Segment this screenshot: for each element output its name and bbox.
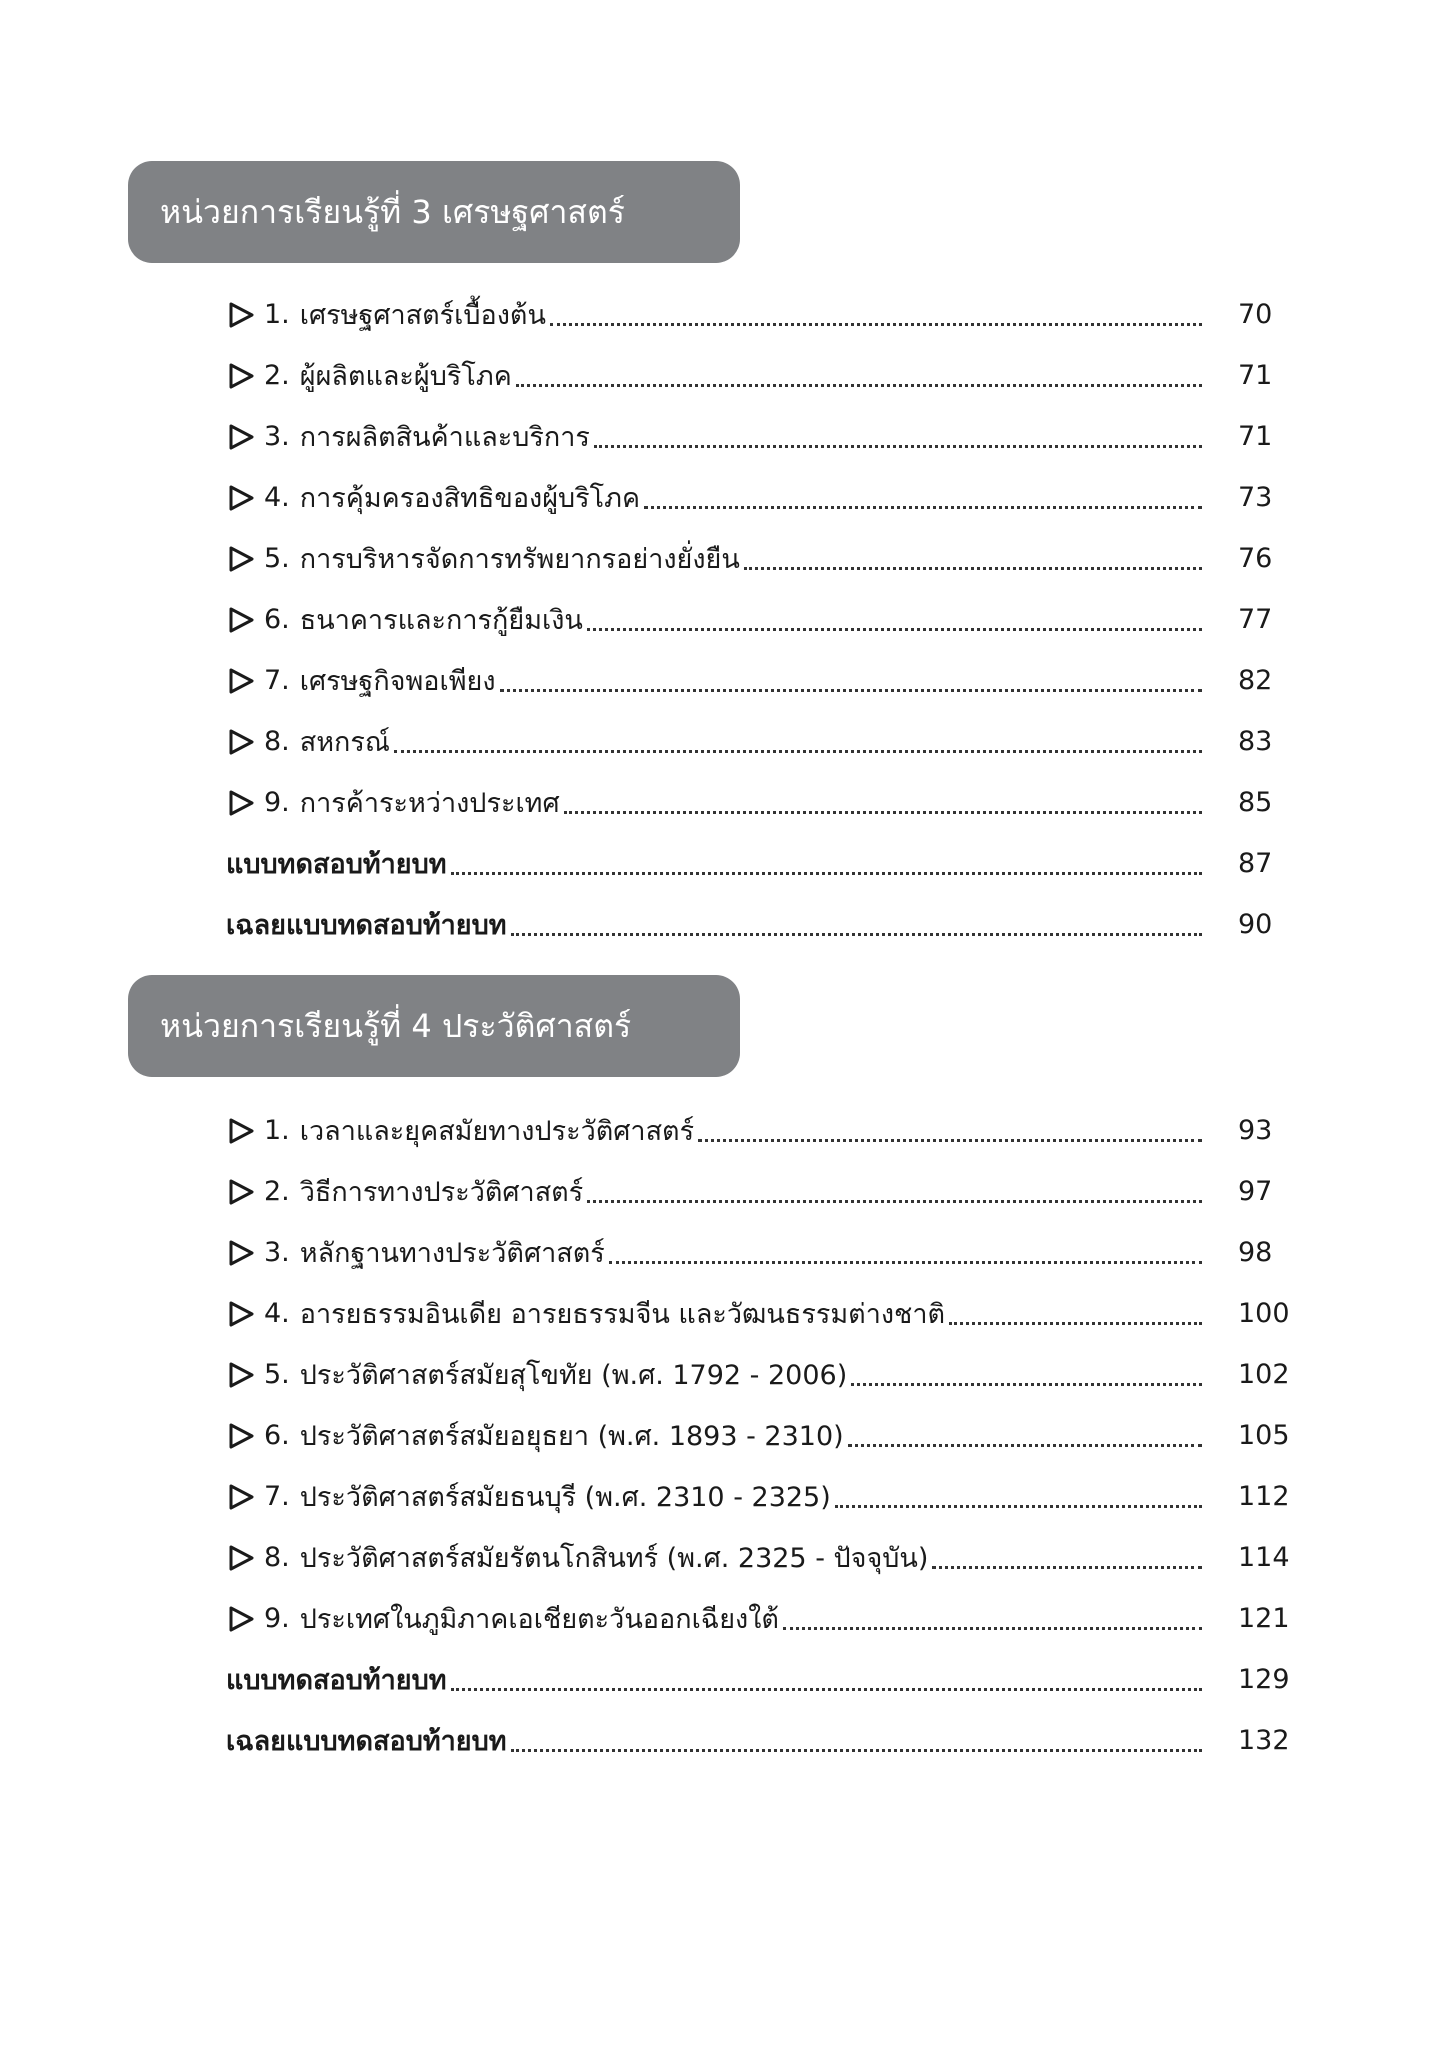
toc-item-number: 4. — [264, 1298, 290, 1329]
toc-item-page: 114 — [1238, 1542, 1290, 1573]
play-triangle-outline-icon — [226, 300, 256, 330]
toc-item-label: ผู้ผลิตและผู้บริโภค — [299, 361, 512, 392]
toc-item[interactable] — [226, 1161, 1326, 1222]
toc-item-number: 7. — [264, 665, 290, 696]
toc-item-label: ประวัติศาสตร์สมัยสุโขทัย (พ.ศ. 1792 - 2006) — [299, 1360, 848, 1391]
dot-leader — [744, 567, 1202, 570]
toc-item-number: 5. — [264, 1359, 290, 1390]
toc-item[interactable] — [226, 589, 1326, 650]
play-triangle-outline-icon — [226, 483, 256, 513]
dot-leader — [587, 1200, 1202, 1203]
unit-3-header: หน่วยการเรียนรู้ที่ 3 เศรษฐศาสตร์ — [128, 161, 740, 263]
toc-item-label: การบริหารจัดการทรัพยากรอย่างยั่งยืน — [299, 544, 740, 575]
toc-item-page: 90 — [1238, 909, 1273, 940]
toc-item[interactable] — [226, 1222, 1326, 1283]
toc-item-number: 1. — [264, 1115, 290, 1146]
toc-item-number: 7. — [264, 1481, 290, 1512]
toc-item-page: 77 — [1238, 604, 1273, 635]
toc-item-number: 9. — [264, 787, 290, 818]
toc-item-page: 100 — [1238, 1298, 1290, 1329]
toc-item[interactable] — [226, 467, 1326, 528]
toc-extra-item[interactable] — [226, 894, 1326, 955]
unit-4-toc — [226, 1100, 1326, 1771]
toc-item-page: 102 — [1238, 1359, 1290, 1390]
toc-extra-item[interactable] — [226, 1710, 1326, 1771]
toc-item-label: การค้าระหว่างประเทศ — [299, 788, 560, 819]
toc-item-page: 129 — [1238, 1664, 1290, 1695]
toc-item-page: 121 — [1238, 1603, 1290, 1634]
toc-item-page: 83 — [1238, 726, 1273, 757]
dot-leader — [594, 445, 1202, 448]
play-triangle-outline-icon — [226, 544, 256, 574]
play-triangle-outline-icon — [226, 1421, 256, 1451]
toc-item-label: ประวัติศาสตร์สมัยธนบุรี (พ.ศ. 2310 - 2325) — [299, 1482, 831, 1513]
toc-item-page: 85 — [1238, 787, 1273, 818]
toc-item-number: 6. — [264, 1420, 290, 1451]
toc-item-page: 87 — [1238, 848, 1273, 879]
toc-extra-item[interactable] — [226, 1649, 1326, 1710]
toc-item[interactable] — [226, 711, 1326, 772]
toc-item-number: 6. — [264, 604, 290, 635]
dot-leader — [564, 811, 1202, 814]
toc-item-label: เศรษฐกิจพอเพียง — [299, 666, 496, 697]
toc-extra-label: แบบทดสอบท้ายบท — [226, 1665, 447, 1696]
dot-leader — [587, 628, 1202, 631]
play-triangle-outline-icon — [226, 1116, 256, 1146]
unit-3-toc — [226, 284, 1326, 955]
toc-extra-label: แบบทดสอบท้ายบท — [226, 849, 447, 880]
dot-leader — [848, 1444, 1202, 1447]
play-triangle-outline-icon — [226, 605, 256, 635]
toc-item[interactable] — [226, 406, 1326, 467]
toc-item[interactable] — [226, 1344, 1326, 1405]
toc-item-number: 8. — [264, 726, 290, 757]
toc-item-page: 98 — [1238, 1237, 1273, 1268]
toc-item-page: 105 — [1238, 1420, 1290, 1451]
toc-item-page: 76 — [1238, 543, 1273, 574]
toc-item[interactable] — [226, 772, 1326, 833]
dot-leader — [550, 323, 1202, 326]
play-triangle-outline-icon — [226, 727, 256, 757]
toc-item[interactable] — [226, 650, 1326, 711]
toc-extra-label: เฉลยแบบทดสอบท้ายบท — [226, 1726, 507, 1757]
toc-extra-label: เฉลยแบบทดสอบท้ายบท — [226, 910, 507, 941]
toc-item-page: 73 — [1238, 482, 1273, 513]
play-triangle-outline-icon — [226, 1543, 256, 1573]
toc-item[interactable] — [226, 1527, 1326, 1588]
toc-item-number: 5. — [264, 543, 290, 574]
toc-item-number: 8. — [264, 1542, 290, 1573]
toc-item-label: การคุ้มครองสิทธิของผู้บริโภค — [299, 483, 641, 514]
toc-item-label: อารยธรรมอินเดีย อารยธรรมจีน และวัฒนธรรมต่างชาติ — [299, 1299, 946, 1330]
toc-item-page: 70 — [1238, 299, 1273, 330]
toc-item[interactable] — [226, 1405, 1326, 1466]
play-triangle-outline-icon — [226, 1177, 256, 1207]
toc-item-number: 9. — [264, 1603, 290, 1634]
toc-item-label: ประเทศในภูมิภาคเอเชียตะวันออกเฉียงใต้ — [299, 1604, 779, 1635]
toc-item[interactable] — [226, 1283, 1326, 1344]
toc-item-number: 3. — [264, 1237, 290, 1268]
toc-item-label: ประวัติศาสตร์สมัยอยุธยา (พ.ศ. 1893 - 2310) — [299, 1421, 844, 1452]
toc-item[interactable] — [226, 284, 1326, 345]
dot-leader — [500, 689, 1202, 692]
toc-item-number: 2. — [264, 360, 290, 391]
dot-leader — [511, 1749, 1202, 1752]
dot-leader — [932, 1566, 1202, 1569]
dot-leader — [516, 384, 1202, 387]
play-triangle-outline-icon — [226, 361, 256, 391]
toc-item-label: ธนาคารและการกู้ยืมเงิน — [299, 605, 583, 636]
dot-leader — [644, 506, 1202, 509]
toc-item-number: 1. — [264, 299, 290, 330]
toc-item-label: วิธีการทางประวัติศาสตร์ — [299, 1177, 584, 1208]
toc-item-page: 132 — [1238, 1725, 1290, 1756]
toc-item-label: สหกรณ์ — [299, 727, 390, 758]
dot-leader — [698, 1139, 1202, 1142]
toc-item[interactable] — [226, 1588, 1326, 1649]
dot-leader — [851, 1383, 1202, 1386]
toc-item-number: 4. — [264, 482, 290, 513]
dot-leader — [394, 750, 1202, 753]
toc-item-page: 97 — [1238, 1176, 1273, 1207]
dot-leader — [609, 1261, 1202, 1264]
play-triangle-outline-icon — [226, 1238, 256, 1268]
toc-item-page: 71 — [1238, 360, 1273, 391]
play-triangle-outline-icon — [226, 1299, 256, 1329]
unit-4-header: หน่วยการเรียนรู้ที่ 4 ประวัติศาสตร์ — [128, 975, 740, 1077]
play-triangle-outline-icon — [226, 422, 256, 452]
toc-item-number: 2. — [264, 1176, 290, 1207]
toc-item-label: หลักฐานทางประวัติศาสตร์ — [299, 1238, 605, 1269]
toc-item-page: 82 — [1238, 665, 1273, 696]
toc-extra-item[interactable] — [226, 833, 1326, 894]
toc-item-page: 71 — [1238, 421, 1273, 452]
play-triangle-outline-icon — [226, 788, 256, 818]
play-triangle-outline-icon — [226, 1604, 256, 1634]
toc-item-label: เวลาและยุคสมัยทางประวัติศาสตร์ — [299, 1116, 695, 1147]
toc-item[interactable] — [226, 1100, 1326, 1161]
toc-item[interactable] — [226, 528, 1326, 589]
play-triangle-outline-icon — [226, 1360, 256, 1390]
toc-item[interactable] — [226, 1466, 1326, 1527]
dot-leader — [511, 933, 1202, 936]
toc-item-page: 93 — [1238, 1115, 1273, 1146]
dot-leader — [949, 1322, 1202, 1325]
toc-item-number: 3. — [264, 421, 290, 452]
toc-item-label: เศรษฐศาสตร์เบื้องต้น — [299, 300, 546, 331]
toc-item-label: ประวัติศาสตร์สมัยรัตนโกสินทร์ (พ.ศ. 2325 - ปัจจุบัน) — [299, 1543, 929, 1574]
toc-item[interactable] — [226, 345, 1326, 406]
dot-leader — [835, 1505, 1202, 1508]
dot-leader — [451, 872, 1202, 875]
dot-leader — [451, 1688, 1202, 1691]
toc-item-label: การผลิตสินค้าและบริการ — [299, 422, 590, 453]
play-triangle-outline-icon — [226, 1482, 256, 1512]
dot-leader — [783, 1627, 1202, 1630]
play-triangle-outline-icon — [226, 666, 256, 696]
toc-item-page: 112 — [1238, 1481, 1290, 1512]
